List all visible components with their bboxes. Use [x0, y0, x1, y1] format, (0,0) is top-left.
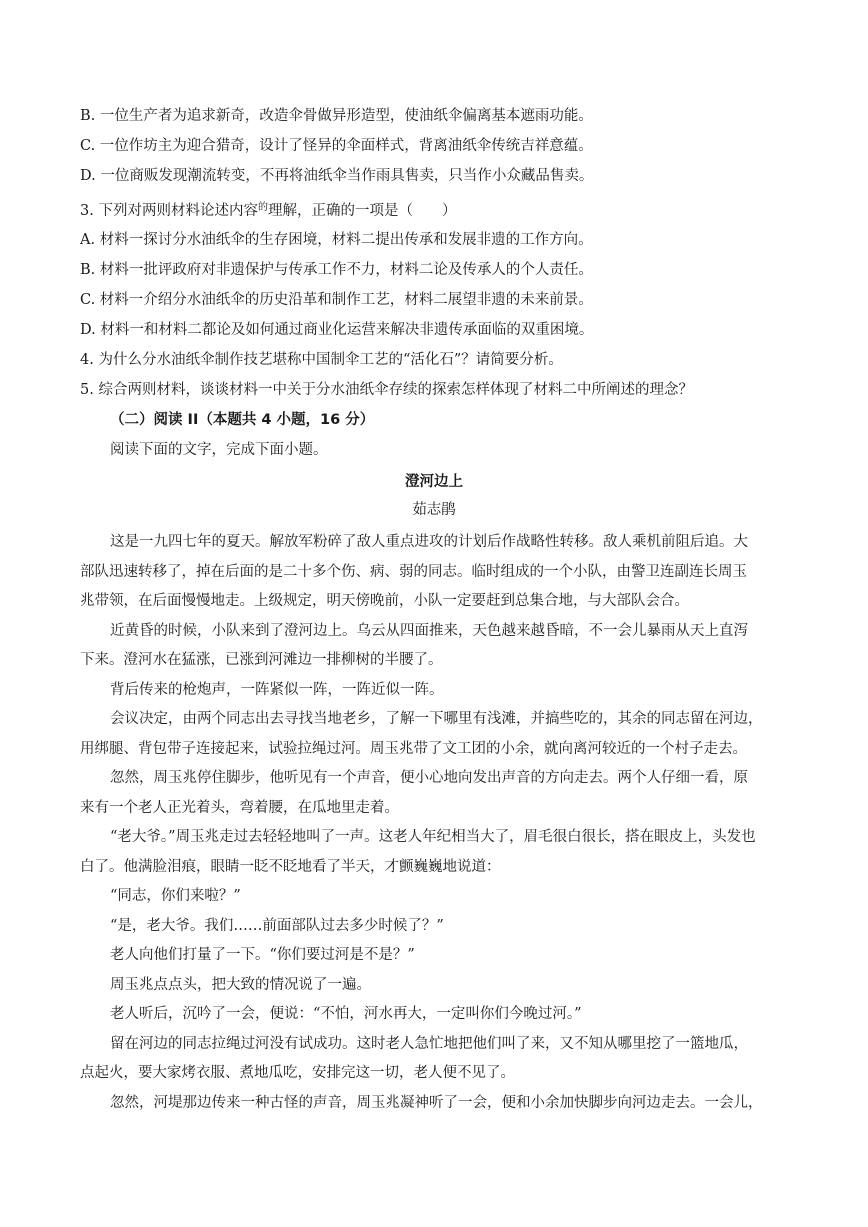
story-line: 忽然，周玉兆停住脚步，他听见有一个声音，便小心地向发出声音的方向走去。两个人仔细一看，原: [110, 770, 748, 786]
reading-instruction: 阅读下面的文字，完成下面小题。: [110, 442, 328, 458]
story-line: 背后传来的枪炮声，一阵紧似一阵，一阵近似一阵。: [110, 682, 444, 698]
q2-option-d: D. 一位商贩发现潮流转变，不再将油纸伞当作雨具售卖，只当作小众藏品售卖。: [80, 168, 594, 184]
story-title: 澄河边上: [405, 474, 463, 490]
q3-stem-suffix: 理解，正确的一项是（ ）: [267, 203, 457, 218]
q4-stem: 4. 为什么分水油纸伞制作技艺堪称中国制伞工艺的“活化石”？请简要分析。: [80, 352, 563, 368]
story-line: 点起火，要大家烤衣服、煮地瓜吃，安排完这一切，老人便不见了。: [80, 1065, 515, 1081]
story-author: 茹志鹃: [412, 502, 456, 518]
story-line: 部队迅速转移了，掉在后面的是二十多个伤、病、弱的同志。临时组成的一个小队，由警卫连副连长周玉: [80, 564, 747, 580]
story-line: 老人向他们打量了一下。“你们要过河是不是？”: [110, 947, 415, 963]
story-line: 会议决定，由两个同志出去寻找当地老乡，了解一下哪里有浅滩，并搞些吃的，其余的同志留在河边，: [110, 711, 763, 727]
story-line: 下来。澄河水在猛涨，已涨到河滩边一排柳树的半腰了。: [80, 652, 443, 668]
q3-stem-sup: 的: [257, 202, 268, 213]
q2-option-b: B. 一位生产者为追求新奇，改造伞骨做异形造型，使油纸伞偏离基本遮雨功能。: [80, 108, 593, 124]
q3-option-c: C. 材料一介绍分水油纸伞的历史沿革和制作工艺，材料二展望非遗的未来前景。: [80, 292, 593, 308]
section-heading: （二）阅读 II（本题共 4 小题，16 分）: [110, 412, 375, 428]
story-line: 兆带领，在后面慢慢地走。上级规定，明天傍晚前，小队一定要赶到总集合地，与大部队会合。: [80, 593, 689, 609]
story-line: 来有一个老人正光着头，弯着腰，在瓜地里走着。: [80, 800, 399, 816]
story-line: 留在河边的同志拉绳过河没有试成功。这时老人急忙地把他们叫了来，又不知从哪里挖了一篮地瓜，: [110, 1036, 748, 1052]
q3-option-b: B. 材料一批评政府对非遗保护与传承工作不力，材料二论及传承人的个人责任。: [80, 262, 593, 278]
q3-option-a: A. 材料一探讨分水油纸伞的生存困境，材料二提出传承和发展非遗的工作方向。: [80, 232, 593, 248]
story-line: “同志，你们来啦？”: [110, 888, 241, 904]
story-line: 近黄昏的时候，小队来到了澄河边上。乌云从四面推来，天色越来越昏暗，不一会儿暴雨从天上直泻: [110, 623, 748, 639]
story-line: “老大爷。”周玉兆走过去轻轻地叫了一声。这老人年纪相当大了，眉毛很白很长，搭在眼皮上，头发也: [110, 829, 756, 845]
story-line: “是，老大爷。我们……前面部队过去多少时候了？”: [110, 918, 444, 934]
q2-option-c: C. 一位作坊主为迎合猎奇，设计了怪异的伞面样式，背离油纸伞传统吉祥意蕴。: [80, 138, 593, 154]
story-line: 忽然，河堤那边传来一种古怪的声音，周玉兆凝神听了一会，便和小余加快脚步向河边走去。一会儿，: [110, 1095, 763, 1111]
q3-stem: [80, 198, 800, 218]
story-line: 周玉兆点点头，把大致的情况说了一遍。: [110, 977, 371, 993]
story-line: 白了。他满脸泪痕，眼睛一眨不眨地看了半天，才颤巍巍地说道：: [80, 859, 501, 875]
q3-stem-prefix: 3. 下列对两则材料论述内容: [80, 203, 258, 218]
story-line: 用绑腿、背包带子连接起来，试验拉绳过河。周玉兆带了文工团的小余，就向离河较近的一个村子走去。: [80, 741, 747, 757]
q3-option-d: D. 材料一和材料二都论及如何通过商业化运营来解决非遗传承面临的双重困境。: [80, 322, 594, 338]
story-line: 这是一九四七年的夏天。解放军粉碎了敌人重点进攻的计划后作战略性转移。敌人乘机前阻后追。大: [110, 534, 748, 550]
story-line: 老人听后，沉吟了一会，便说：“不怕，河水再大，一定叫你们今晚过河。”: [110, 1006, 582, 1022]
q5-stem: 5. 综合两则材料，谈谈材料一中关于分水油纸伞存续的探索怎样体现了材料二中所阐述的理念？: [80, 382, 693, 398]
